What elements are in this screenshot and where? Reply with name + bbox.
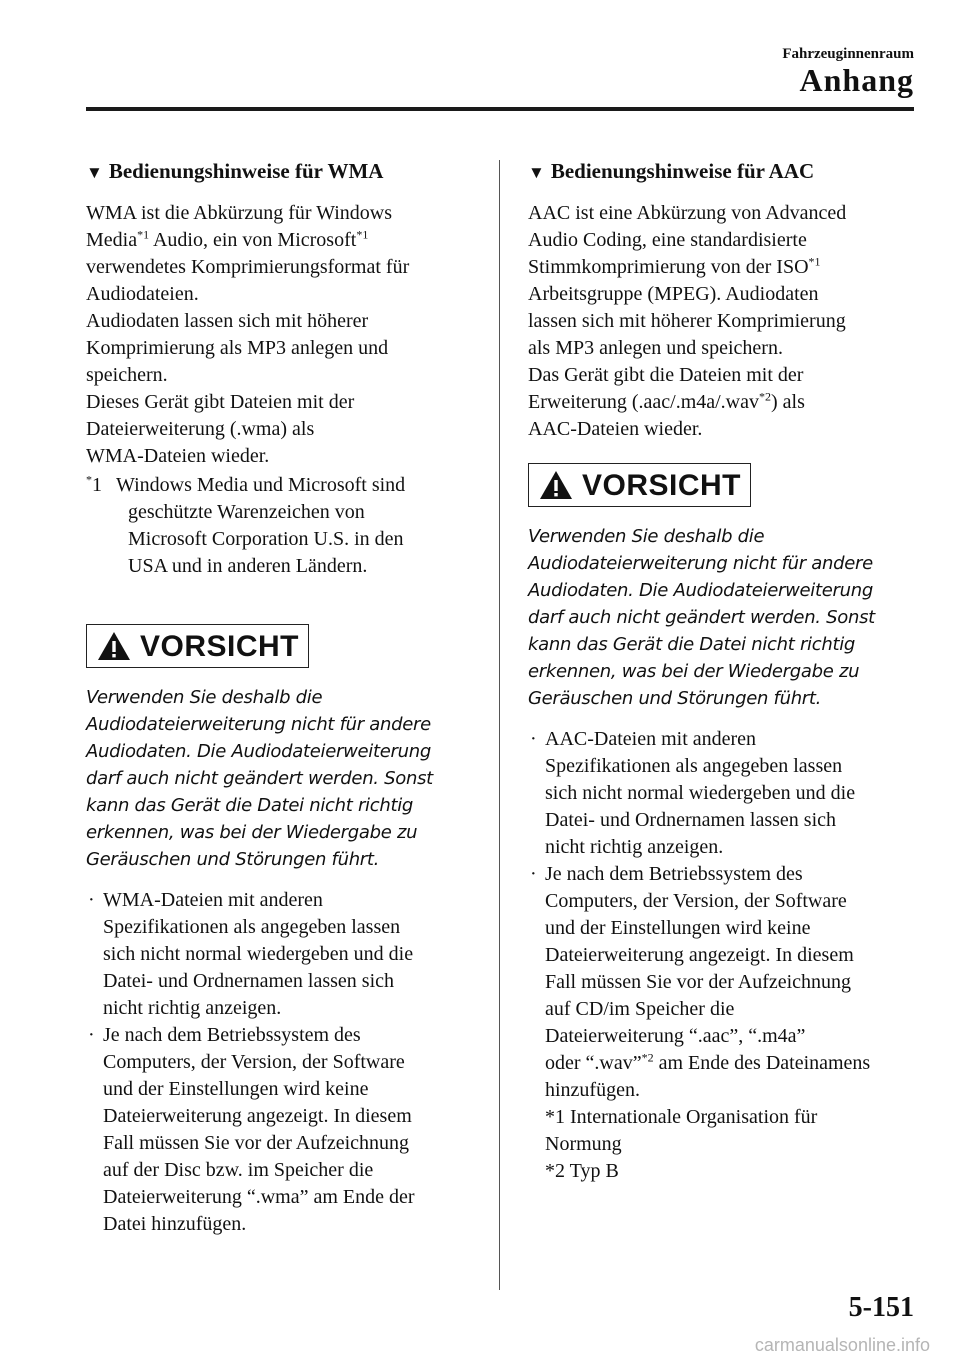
- caution-line: Verwenden Sie deshalb die: [528, 526, 765, 547]
- footnote-ref: *2: [759, 389, 772, 404]
- warning-triangle-icon: [96, 630, 132, 662]
- aac-section-title: Bedienungshinweise für AAC: [550, 159, 815, 183]
- wma-intro-text: Audio, ein von Microsoft: [149, 229, 357, 251]
- caution-line: Audiodateierweiterung nicht für andere: [86, 714, 431, 735]
- footnote-marker: [86, 472, 102, 499]
- list-item: [86, 1022, 466, 1238]
- right-column: [528, 158, 920, 1185]
- caution-line: Audiodateierweiterung nicht für andere: [528, 553, 873, 574]
- aac-intro-line: AAC ist eine Abkürzung von Advanced: [528, 202, 847, 224]
- aac-intro-line: Das Gerät gibt die Dateien mit der: [528, 364, 804, 386]
- list-item-line: Fall müssen Sie vor der Aufzeichnung: [103, 1132, 410, 1154]
- aac-intro: [528, 200, 920, 443]
- header-rule: [86, 107, 914, 111]
- list-item-line: [545, 1050, 920, 1077]
- header-section-title: Fahrzeuginnenraum: [782, 46, 914, 62]
- list-item-line: Fall müssen Sie vor der Aufzeichnung: [545, 971, 852, 993]
- wma-intro-line: [86, 227, 466, 254]
- left-column: [86, 158, 466, 1238]
- aac-intro-text: Stimmkomprimierung von der ISO: [528, 256, 809, 278]
- footnote-line: Microsoft Corporation U.S. in den: [128, 528, 404, 550]
- list-item-line: Dateierweiterung angezeigt. In diesem: [103, 1105, 412, 1127]
- triangle-bullet-icon: ▼: [86, 163, 103, 182]
- list-item-line: Computers, der Version, der Software: [103, 1051, 405, 1073]
- wma-intro-line: verwendetes Komprimierungsformat für: [86, 256, 410, 278]
- list-item-line: hinzufügen.: [545, 1079, 640, 1101]
- list-item: [528, 861, 920, 1104]
- caution-line: Verwenden Sie deshalb die: [86, 687, 323, 708]
- footnote-line: *1 Internationale Organisation für: [545, 1106, 818, 1128]
- caution-line: erkennen, was bei der Wiedergabe zu: [86, 822, 418, 843]
- list-item: [86, 887, 466, 1022]
- wma-intro-line: Audiodaten lassen sich mit höherer: [86, 310, 369, 332]
- list-item-line: Datei- und Ordnernamen lassen sich: [103, 970, 395, 992]
- column-divider: [499, 160, 500, 1290]
- list-item-line: sich nicht normal wiedergeben und die: [103, 943, 414, 965]
- wma-caution-text: [86, 684, 466, 873]
- list-item-line: Spezifikationen als angegeben lassen: [545, 755, 843, 777]
- list-item-line: · AAC-Dateien mit anderen: [545, 728, 757, 750]
- list-item-line: Datei hinzufügen.: [103, 1213, 247, 1235]
- footnote-ref: *1: [808, 254, 821, 269]
- list-item-line: nicht richtig anzeigen.: [103, 997, 282, 1019]
- list-item: [528, 726, 920, 861]
- caution-line: erkennen, was bei der Wiedergabe zu: [528, 661, 860, 682]
- caution-line: kann das Gerät die Datei nicht richtig: [528, 634, 856, 655]
- list-item-text: oder “.wav”: [545, 1052, 642, 1074]
- footnote-ref: *1: [356, 227, 369, 242]
- wma-intro-line: speichern.: [86, 364, 168, 386]
- caution-line: kann das Gerät die Datei nicht richtig: [86, 795, 414, 816]
- footnote-line: *2 Typ B: [545, 1160, 619, 1182]
- list-item-line: auf der Disc bzw. im Speicher die: [103, 1159, 374, 1181]
- list-item-line: nicht richtig anzeigen.: [545, 836, 724, 858]
- list-item-line: Dateierweiterung “.wma” am Ende der: [103, 1186, 415, 1208]
- wma-intro-line: WMA-Dateien wieder.: [86, 445, 270, 467]
- list-item-line: Dateierweiterung “.aac”, “.m4a”: [545, 1025, 806, 1047]
- aac-intro-line: Audio Coding, eine standardisierte: [528, 229, 807, 251]
- list-item-line: · Je nach dem Betriebssystem des: [545, 863, 803, 885]
- wma-intro: [86, 200, 466, 470]
- list-item-line: sich nicht normal wiedergeben und die: [545, 782, 856, 804]
- footnote-ref: *2: [641, 1050, 654, 1065]
- footnote-line: Windows Media und Microsoft sind: [116, 474, 406, 496]
- list-item-line: auf CD/im Speicher die: [545, 998, 735, 1020]
- list-item-line: Computers, der Version, der Software: [545, 890, 847, 912]
- wma-intro-line: WMA ist die Abkürzung für Windows: [86, 202, 393, 224]
- aac-intro-line: [528, 254, 920, 281]
- header-chapter-title: Anhang: [799, 62, 914, 98]
- list-item-line: Spezifikationen als angegeben lassen: [103, 916, 401, 938]
- footnote-star: *: [86, 472, 92, 487]
- caution-label: VORSICHT: [140, 629, 300, 663]
- caution-line: Audiodaten. Die Audiodateierweiterung: [86, 741, 431, 762]
- caution-line: darf auch nicht geändert werden. Sonst: [86, 768, 433, 789]
- footnote-ref: *1: [137, 227, 150, 242]
- caution-label: VORSICHT: [582, 468, 742, 502]
- caution-line: Geräuschen und Störungen führt.: [86, 849, 380, 870]
- list-item-line: und der Einstellungen wird keine: [545, 917, 811, 939]
- wma-section-title: Bedienungshinweise für WMA: [108, 159, 384, 183]
- list-item-line: · WMA-Dateien mit anderen: [103, 889, 323, 911]
- caution-line: Audiodaten. Die Audiodateierweiterung: [528, 580, 873, 601]
- aac-caution-text: [528, 523, 920, 712]
- wma-footnote: [86, 472, 466, 580]
- aac-intro-line: als MP3 anlegen und speichern.: [528, 337, 783, 359]
- aac-intro-line: AAC-Dateien wieder.: [528, 418, 703, 440]
- aac-intro-text: ) als: [771, 391, 805, 413]
- aac-intro-line: Arbeitsgruppe (MPEG). Audiodaten: [528, 283, 819, 305]
- caution-line: Geräuschen und Störungen führt.: [528, 688, 822, 709]
- aac-intro-line: [528, 389, 920, 416]
- aac-section-heading: [528, 158, 920, 186]
- footnote-line: geschützte Warenzeichen von: [128, 501, 365, 523]
- wma-intro-line: Dieses Gerät gibt Dateien mit der: [86, 391, 355, 413]
- wma-intro-line: Komprimierung als MP3 anlegen und: [86, 337, 389, 359]
- aac-notes-list: [528, 726, 920, 1104]
- triangle-bullet-icon: ▼: [528, 163, 545, 182]
- wma-intro-text: Media: [86, 229, 138, 251]
- wma-section-heading: [86, 158, 466, 186]
- aac-intro-line: lassen sich mit höherer Komprimierung: [528, 310, 846, 332]
- wma-intro-line: Audiodateien.: [86, 283, 199, 305]
- list-item-line: Dateierweiterung angezeigt. In diesem: [545, 944, 854, 966]
- caution-box: [86, 624, 309, 668]
- footnote-number: 1: [92, 474, 102, 496]
- list-item-line: · Je nach dem Betriebssystem des: [103, 1024, 361, 1046]
- caution-box: [528, 463, 751, 507]
- list-item-line: Datei- und Ordnernamen lassen sich: [545, 809, 837, 831]
- warning-triangle-icon: [538, 469, 574, 501]
- wma-intro-line: Dateierweiterung (.wma) als: [86, 418, 315, 440]
- footnote-line: USA und in anderen Ländern.: [128, 555, 368, 577]
- page-number: 5-151: [848, 1292, 914, 1323]
- list-item-text: am Ende des Dateinamens: [653, 1052, 871, 1074]
- watermark-text: carmanualsonline.info: [754, 1335, 930, 1355]
- aac-intro-text: Erweiterung (.aac/.m4a/.wav: [528, 391, 760, 413]
- wma-notes-list: [86, 887, 466, 1238]
- caution-line: darf auch nicht geändert werden. Sonst: [528, 607, 875, 628]
- list-item-line: und der Einstellungen wird keine: [103, 1078, 369, 1100]
- footnote-line: Normung: [545, 1133, 622, 1155]
